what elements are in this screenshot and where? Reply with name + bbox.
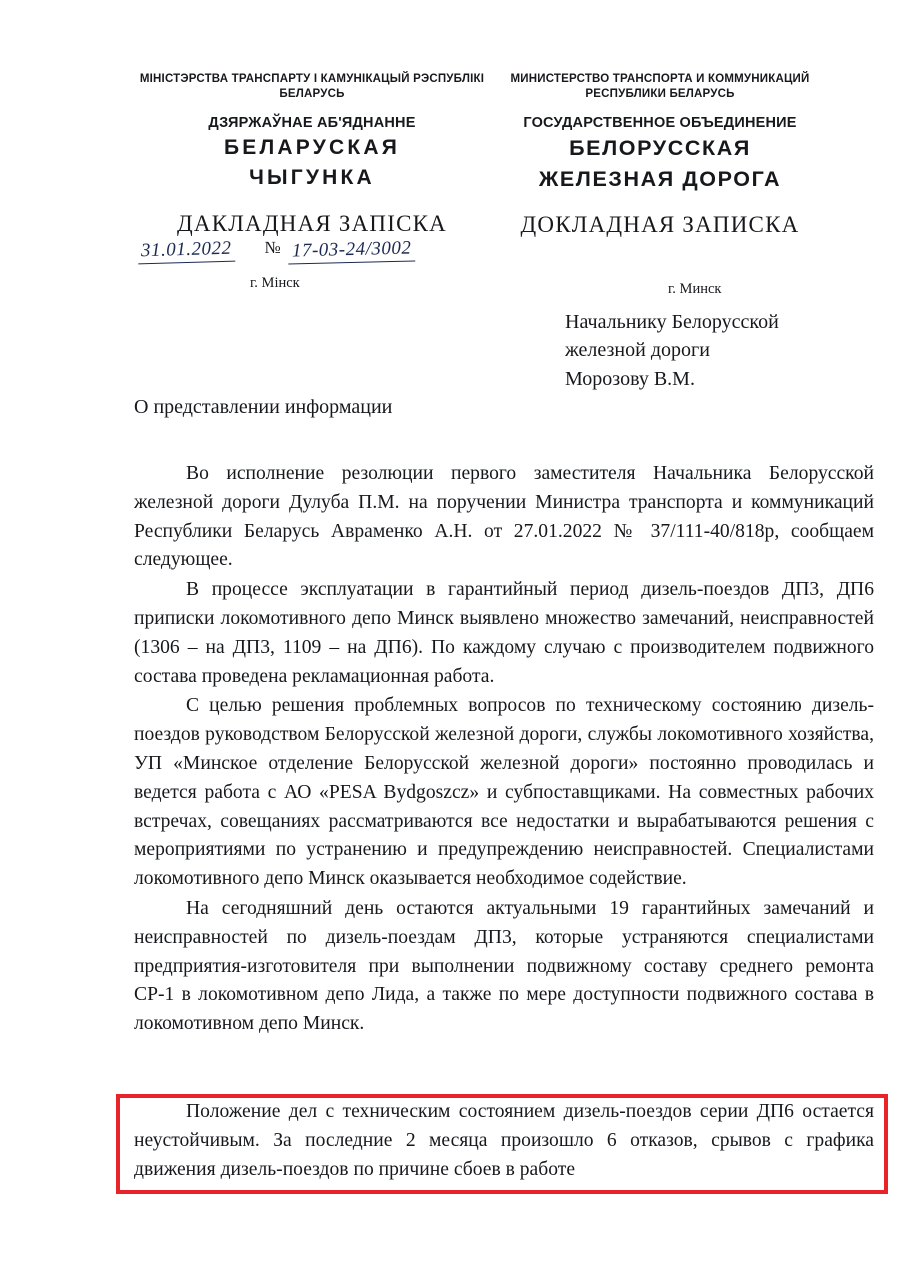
organization-name-ru-line1: БЕЛОРУССКАЯ [569, 136, 751, 161]
body-paragraph: В процессе эксплуатации в гарантийный период дизель-поездов ДП3, ДП6 приписки локомотивного депо Минск выявлено множество замечаний, неисправностей (1306 – на ДП3, 1109 – на ДП6). По каждому случаю с производителем подвижного состава проведена рекламационная работа. [134, 579, 874, 687]
letterhead-right-russian [486, 72, 834, 238]
body-paragraph: Во исполнение резолюции первого заместителя Начальника Белорусской железной дороги Дулуба П.М. на поручении Министра транспорта и коммуникаций Республики Беларусь Авраменко А.Н. от 27.01.2022 № 37/111-40/818р, сообщаем следующее. [134, 463, 874, 571]
organization-name-ru-line2: ЖЕЛЕЗНАЯ ДОРОГА [538, 166, 782, 191]
city-be: г. Мінск [250, 275, 300, 291]
ministry-name-be: МІНІСТЭРСТВА ТРАНСПАРТУ І КАМУНІКАЦЫЙ РЭСПУБЛІКІ БЕЛАРУСЬ [139, 73, 485, 101]
registration-number: 17-03-24/3002 [287, 237, 415, 264]
organization-name-be-line2: ЧЫГУНКА [249, 165, 375, 189]
organization-kind-be: ДЗЯРЖАЎНАЕ АБ'ЯДНАННЕ [208, 115, 416, 132]
organization-name-be-line1: БЕЛАРУСКАЯ [223, 136, 401, 160]
letterhead-left-belarusian [138, 72, 486, 238]
addressee-line-2: железной дороги [565, 339, 710, 362]
organization-kind-ru: ГОСУДАРСТВЕННОЕ ОБЪЕДИНЕНИЕ [523, 115, 797, 132]
highlighted-paragraph-text: Положение дел с техническим состоянием дизель-поездов серии ДП6 остается неустойчивым. За последние 2 месяца произошло 6 отказов, срывов с графика движения дизель-поездов по причине сбоев в работе [134, 1101, 874, 1180]
document-body [134, 460, 874, 1039]
addressee-line-3: Морозову В.М. [565, 367, 695, 390]
document-type-ru: ДОКЛАДНАЯ ЗАПИСКА [520, 211, 800, 237]
page-bottom-mask [0, 1196, 904, 1280]
registration-date: 31.01.2022 [138, 238, 235, 265]
addressee-line-1: Начальнику Белорусской [565, 311, 779, 333]
number-sign: № [264, 238, 281, 257]
letterhead [0, 0, 904, 238]
highlighted-paragraph [134, 1098, 874, 1184]
body-paragraph: С целью решения проблемных вопросов по техническому состоянию дизель-поездов руководством Белорусской железной дороги, службы локомотивного хозяйства, УП «Минское отделение Белорусской железной дороги» постоянно проводилась и ведется работа с АО «PESA Bydgoszcz» и субпоставщиками. На совместных рабочих встречах, совещаниях рассматриваются все недостатки и вырабатываются решения с мероприятиями по устранению и предупреждению неисправностей. Специалистами локомотивного депо Минск оказывается необходимое содействие. [134, 695, 874, 890]
document-type-be: ДАКЛАДНАЯ ЗАПІСКА [177, 210, 447, 236]
city-ru: г. Минск [668, 281, 722, 297]
body-paragraph: На сегодняшний день остаются актуальными 19 гарантийных замечаний и неисправностей по дизель-поездам ДП3, которые устраняются специалистами предприятия-изготовителя при выполнении подвижному составу среднего ремонта СР-1 в локомотивном депо Лида, а также по мере доступности подвижного состава в локомотивном депо Минск. [134, 897, 874, 1035]
ministry-name-ru: МИНИСТЕРСТВО ТРАНСПОРТА И КОММУНИКАЦИЙ РЕСПУБЛИКИ БЕЛАРУСЬ [510, 73, 810, 101]
registration-line [138, 238, 468, 263]
subject-line: О представлении информации [134, 396, 393, 418]
addressee-block [565, 308, 779, 393]
